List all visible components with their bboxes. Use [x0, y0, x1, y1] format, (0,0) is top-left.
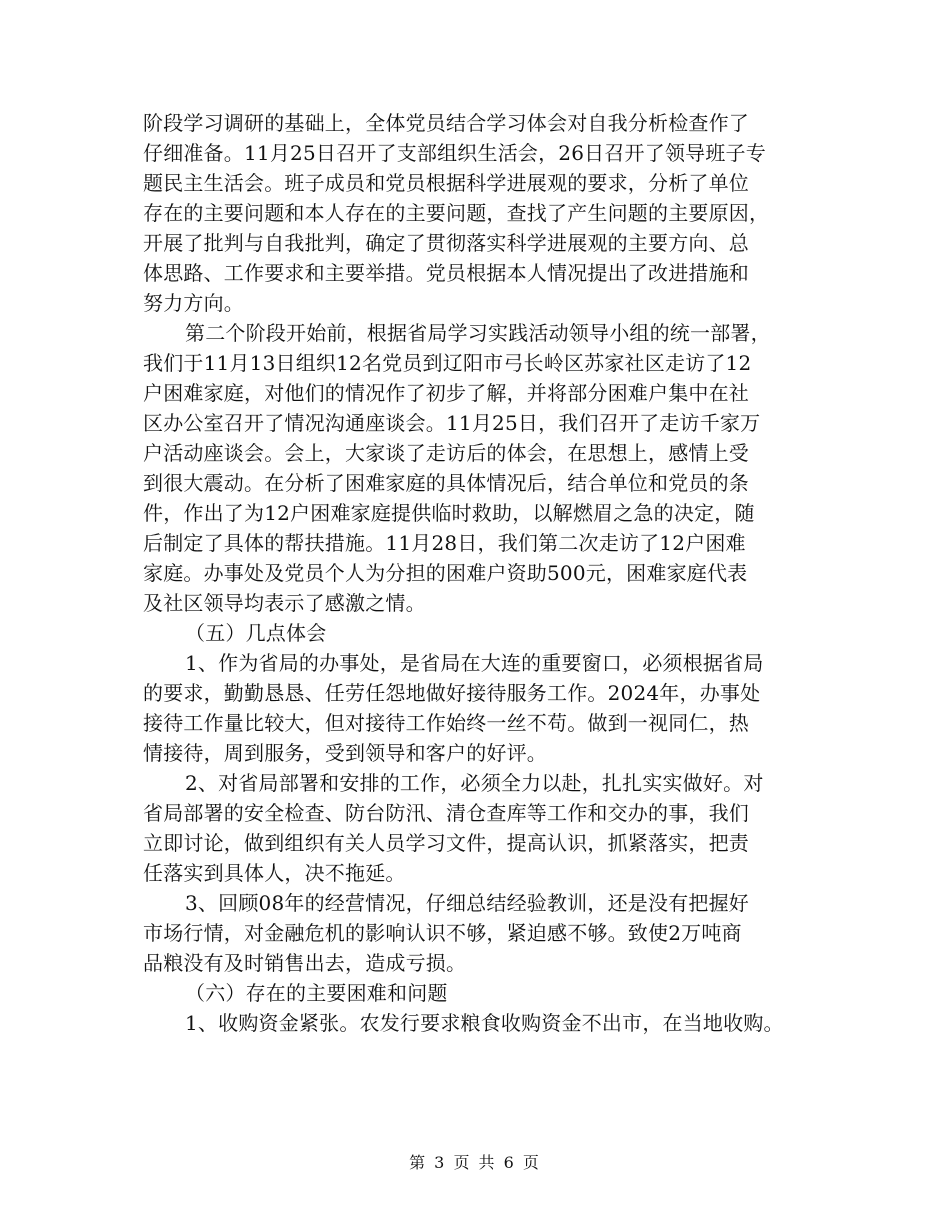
text-line: 我们于11月13日组织12名党员到辽阳市弓长岭区苏家社区走访了12 — [143, 351, 752, 375]
text-line: 及社区领导均表示了感激之情。 — [143, 591, 426, 615]
text-line: 品粮没有及时销售出去，造成亏损。 — [143, 951, 467, 975]
text-line: 后制定了具体的帮扶措施。11月28日，我们第二次走访了12户困难 — [143, 531, 746, 555]
text-line: 接待工作量比较大，但对接待工作始终一丝不苟。做到一视同仁，热 — [143, 711, 749, 735]
text-line: 任落实到具体人，决不拖延。 — [143, 861, 406, 885]
text-line: 件，作出了为12户困难家庭提供临时救助，以解燃眉之急的决定，随 — [143, 501, 755, 525]
page-footer: 第 3 页 共 6 页 — [409, 1153, 541, 1172]
text-line: 户活动座谈会。会上，大家谈了走访后的体会，在思想上，感情上受 — [143, 441, 749, 465]
text-line: 存在的主要问题和本人存在的主要问题，查找了产生问题的主要原因， — [143, 201, 770, 225]
text-line: 情接待，周到服务，受到领导和客户的好评。 — [143, 741, 547, 765]
text-line: 户困难家庭，对他们的情况作了初步了解，并将部分困难户集中在社 — [143, 381, 749, 405]
text-line: 家庭。办事处及党员个人为分担的困难户资助500元，困难家庭代表 — [143, 561, 748, 585]
document-body — [143, 108, 823, 1038]
text-line: 仔细准备。11月25日召开了支部组织生活会，26日召开了领导班子专 — [143, 141, 766, 165]
text-line: 的要求，勤勤恳恳、任劳任怨地做好接待服务工作。2024年，办事处 — [143, 681, 761, 705]
text-line: 市场行情，对金融危机的影响认识不够，紧迫感不够。致使2万吨商 — [143, 921, 742, 945]
text-line: 3、回顾08年的经营情况，仔细总结经验教训，还是没有把握好 — [185, 891, 749, 915]
text-line: 2、对省局部署和安排的工作，必须全力以赴，扎扎实实做好。对 — [185, 771, 764, 795]
text-line: 阶段学习调研的基础上，全体党员结合学习体会对自我分析检查作了 — [143, 111, 749, 135]
text-line: 1、作为省局的办事处，是省局在大连的重要窗口，必须根据省局 — [185, 651, 764, 675]
text-line: 到很大震动。在分析了困难家庭的具体情况后，结合单位和党员的条 — [143, 471, 749, 495]
text-line: 题民主生活会。班子成员和党员根据科学进展观的要求，分析了单位 — [143, 171, 749, 195]
text-line: 区办公室召开了情况沟通座谈会。11月25日，我们召开了走访千家万 — [143, 411, 761, 435]
text-line: （六）存在的主要困难和问题 — [185, 981, 448, 1005]
text-line: 第二个阶段开始前，根据省局学习实践活动领导小组的统一部署， — [185, 321, 771, 345]
text-line: 努力方向。 — [143, 291, 244, 315]
text-line: （五）几点体会 — [185, 621, 327, 645]
text-line: 省局部署的安全检查、防台防汛、清仓查库等工作和交办的事，我们 — [143, 801, 749, 825]
text-line: 开展了批判与自我批判，确定了贯彻落实科学进展观的主要方向、总 — [143, 231, 749, 255]
text-line: 体思路、工作要求和主要举措。党员根据本人情况提出了改进措施和 — [143, 261, 749, 285]
text-line: 1、收购资金紧张。农发行要求粮食收购资金不出市，在当地收购。 — [185, 1011, 784, 1035]
text-line: 立即讨论，做到组织有关人员学习文件，提高认识，抓紧落实，把责 — [143, 831, 749, 855]
